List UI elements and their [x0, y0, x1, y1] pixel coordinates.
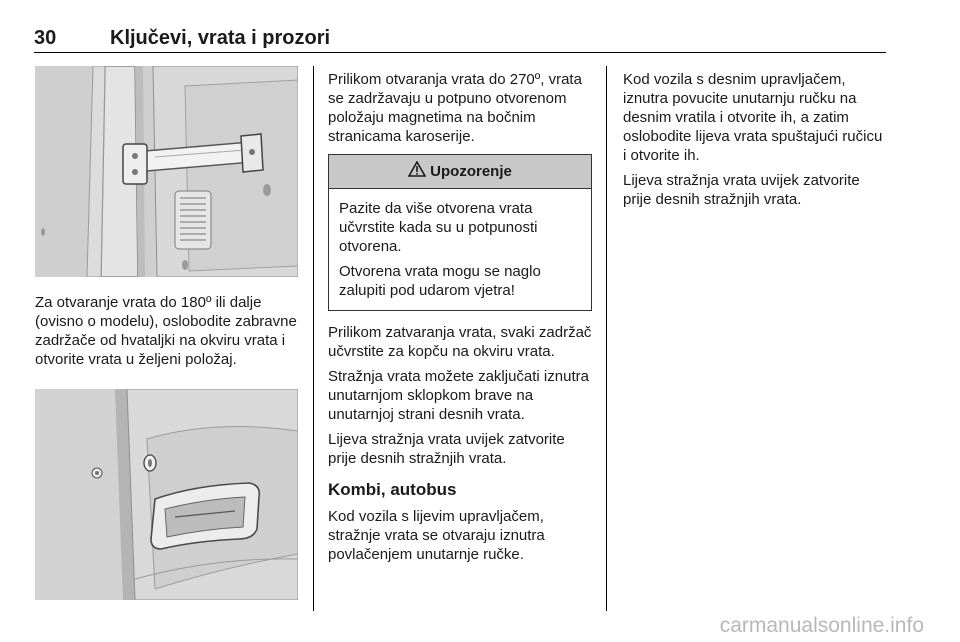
section-heading: Kombi, autobus	[328, 480, 457, 499]
warning-header	[329, 155, 591, 189]
column-1	[35, 293, 300, 375]
warning-text: Otvorena vrata mogu se naglo zalupiti pod udarom vjetra!	[339, 263, 541, 299]
column-divider-2	[606, 66, 607, 611]
illustration-door-check-strap	[35, 66, 298, 277]
page-number: 30	[34, 27, 57, 49]
watermark: carmanualsonline.info	[719, 614, 924, 637]
column-2	[328, 70, 593, 570]
warning-title: Upozorenje	[430, 163, 512, 180]
column-divider-1	[313, 66, 314, 611]
header-rule	[34, 52, 886, 53]
column-3	[623, 70, 888, 215]
warning-box	[328, 154, 592, 311]
page-title: Ključevi, vrata i prozori	[110, 27, 331, 49]
warning-triangle-icon	[408, 161, 426, 182]
illustration-door-handle	[35, 389, 298, 600]
paragraph: Stražnja vrata možete zaključati iznutra unutarnjom sklopkom brave na unutarnjoj strani desnih vrata.	[328, 368, 589, 423]
paragraph: Prilikom zatvaranja vrata, svaki zadržač učvrstite za kopču na okviru vrata.	[328, 324, 592, 360]
paragraph: Kod vozila s lijevim upravljačem, stražnje vrata se otvaraju iznutra povlačenjem unutarnje ručke.	[328, 508, 545, 563]
warning-body	[329, 189, 591, 310]
paragraph: Lijeva stražnja vrata uvijek zatvorite prije desnih stražnjih vrata.	[623, 172, 860, 208]
paragraph: Prilikom otvaranja vrata do 270º, vrata se zadržavaju u potpuno otvorenom položaju magnetima na bočnim stranicama karoserije.	[328, 71, 582, 145]
paragraph: Lijeva stražnja vrata uvijek zatvorite prije desnih stražnjih vrata.	[328, 431, 565, 467]
paragraph: Kod vozila s desnim upravljačem, iznutra povucite unutarnju ručku na desnim vratila i otvorite ih, a zatim oslobodite lijeva vrata spuštajući ručicu i otvorite ih.	[623, 71, 883, 164]
paragraph: Za otvaranje vrata do 180º ili dalje (ovisno o modelu), oslobodite zabravne zadržače od hvataljki na okviru vrata i otvorite vrata u željeni položaj.	[35, 294, 297, 368]
warning-text: Pazite da više otvorena vrata učvrstite kada su u potpunosti otvorena.	[339, 200, 538, 255]
